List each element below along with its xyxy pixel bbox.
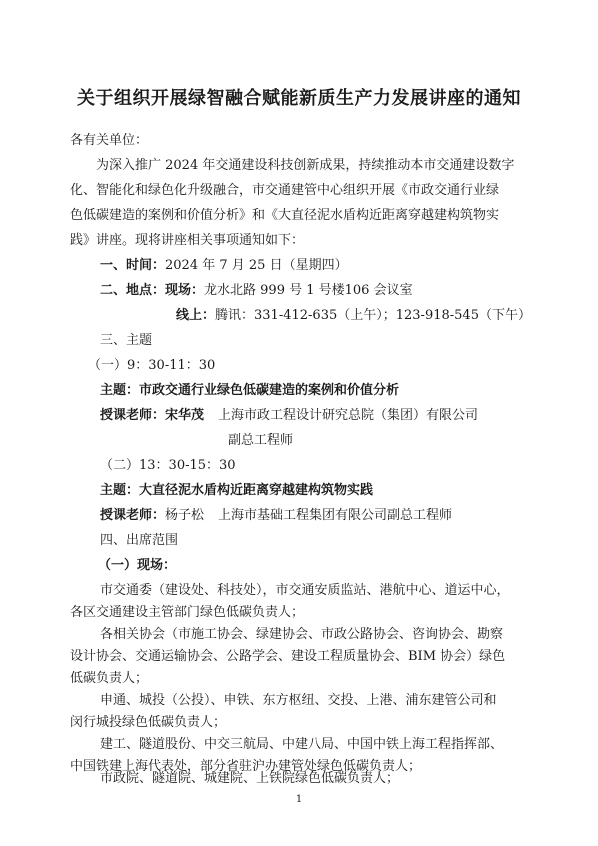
attendance-line-8: 建工、隧道股份、中交三航局、中建八局、中国中铁上海工程指挥部、: [100, 737, 504, 752]
document-title: 关于组织开展绿智融合赋能新质生产力发展讲座的通知: [77, 88, 521, 109]
onsite-label: 现场：: [165, 283, 205, 298]
session1-lecturer-row: [100, 407, 478, 425]
topics-heading: 三、主题: [100, 333, 153, 348]
attendance-heading: 四、出席范围: [100, 533, 179, 548]
intro-line-1: 为深入推广 2024 年交通建设科技创新成果，持续推动本市交通建设数字: [96, 158, 515, 173]
session2-lecturer-label: 授课老师：: [100, 508, 166, 523]
attendance-line-2: 各区交通建设主管部门绿色低碳负责人；: [70, 605, 305, 620]
session1-topic: 主题：市政交通行业绿色低碳建造的案例和价值分析: [100, 383, 400, 398]
salutation: 各有关单位：: [70, 133, 149, 148]
attendance-line-1: 市交通委（建设处、科技处），市交通安质监站、港航中心、道运中心，: [100, 583, 510, 598]
attendance-line-6: 申通、城投（公投）、申铁、东方枢纽、交投、上港、浦东建管公司和: [100, 693, 497, 708]
session2-lecturer-org: 上海市基础工程集团有限公司副总工程师: [218, 508, 453, 523]
attendance-line-3: 各相关协会（市施工协会、绿建协会、市政公路协会、咨询协会、勘察: [100, 627, 504, 642]
onsite-value: 龙水北路 999 号 1 号楼106 会议室: [204, 283, 413, 298]
session1-lecturer-title: 副总工程师: [228, 433, 294, 448]
session2-topic: 主题：大直径泥水盾构近距离穿越建构筑物实践: [100, 483, 374, 498]
session1-lecturer-label: 授课老师：宋华茂: [100, 408, 205, 423]
online-value: 腾讯：331-412-635（上午）；123-918-545（下午）: [215, 308, 531, 323]
location-label: 二、地点：: [100, 283, 166, 298]
session1-time: （一）9：30-11：30: [88, 358, 216, 373]
time-row: [100, 257, 348, 275]
online-label: 线上：: [176, 308, 216, 323]
time-value: 2024 年 7 月 25 日（星期四）: [165, 258, 348, 273]
session2-lecturer-row: [100, 507, 452, 525]
attendance-line-9: 中国铁建上海代表处，部分省驻沪办建管处绿色低碳负责人；: [70, 759, 422, 774]
session1-lecturer-org: 上海市政工程设计研究总院（集团）有限公司: [218, 408, 479, 423]
onsite-heading: （一）现场：: [98, 558, 177, 573]
attendance-line-4: 设计协会、交通运输协会、公路学会、建设工程质量协会、BIM 协会）绿色: [70, 649, 506, 664]
location-row: [100, 282, 413, 300]
page-number: 1: [295, 794, 303, 805]
attendance-line-5: 低碳负责人；: [70, 671, 149, 686]
intro-line-3: 色低碳建造的案例和价值分析》和《大直径泥水盾构近距离穿越建构筑物实: [70, 208, 500, 223]
online-row: [176, 307, 531, 325]
attendance-line-7: 闵行城投绿色低碳负责人；: [70, 715, 227, 730]
intro-line-4: 践》讲座。现将讲座相关事项通知如下：: [70, 233, 305, 248]
time-label: 一、时间：: [100, 258, 166, 273]
intro-line-2: 化、智能化和绿色化升级融合，市交通建管中心组织开展《市政交通行业绿: [70, 183, 500, 198]
session2-lecturer-name: 杨子松: [165, 508, 205, 523]
session2-time: （二）13：30-15：30: [100, 458, 236, 473]
attendance-line-10: 市政院、隧道院、城建院、上铁院绿色低碳负责人；: [100, 771, 400, 786]
